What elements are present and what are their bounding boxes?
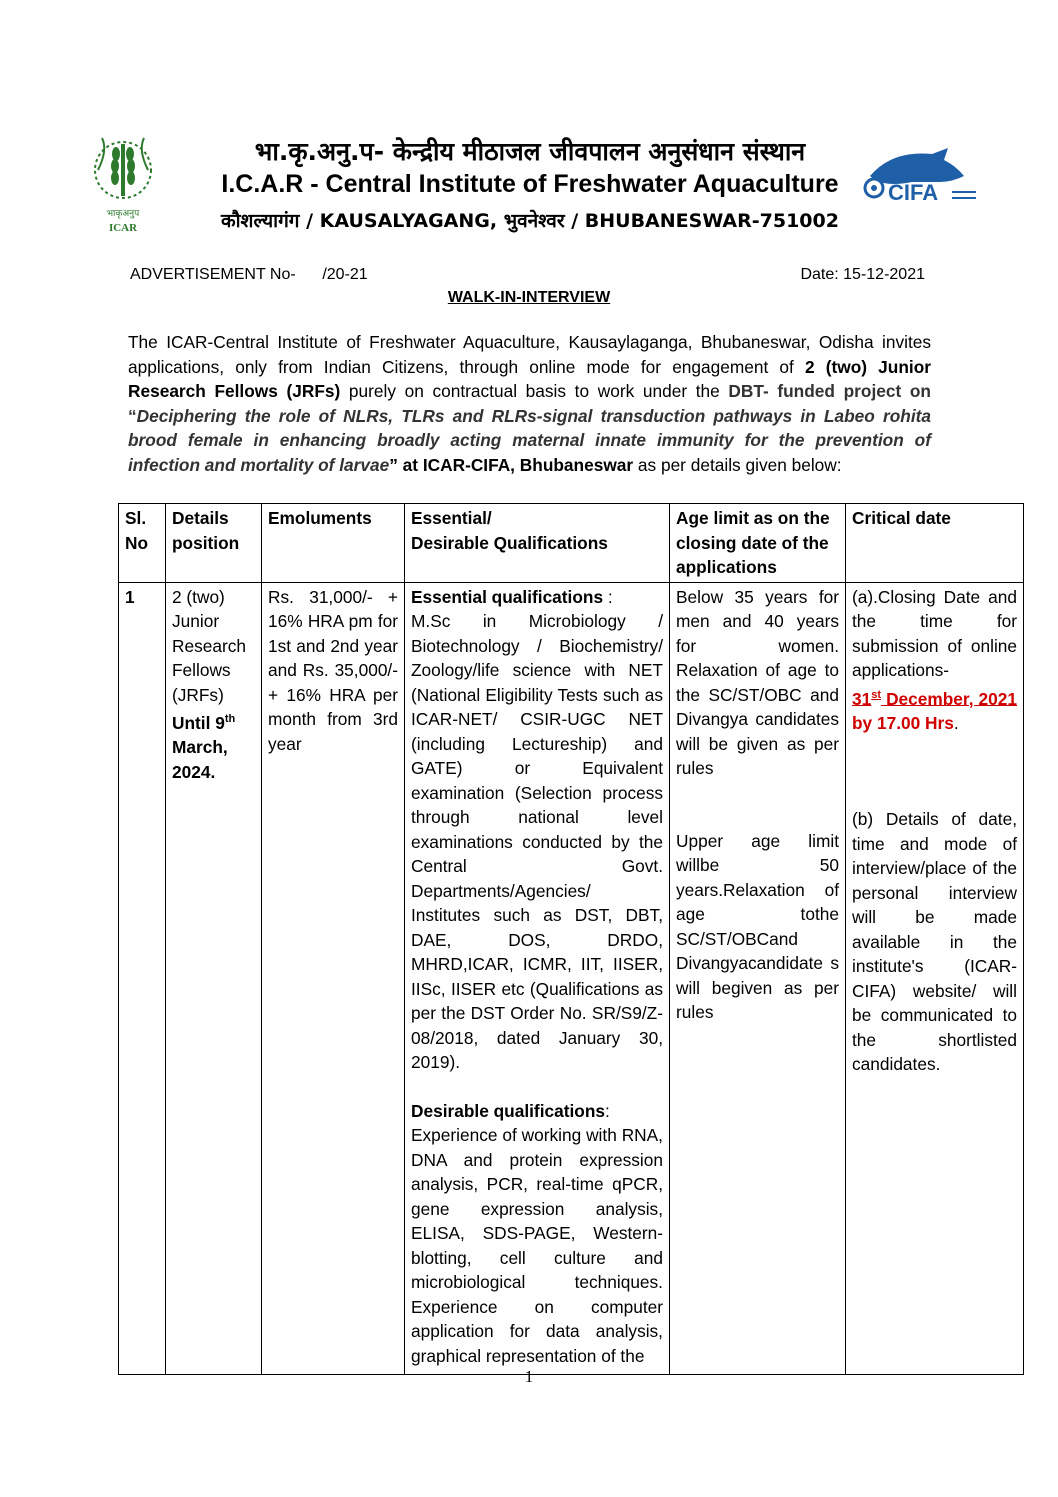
walk-in-heading: WALK-IN-INTERVIEW [447, 289, 611, 306]
intro-positions: 2 (two) Junior Research Fellows (JRFs) [128, 356, 931, 402]
cell-critical-date [846, 582, 1024, 1374]
svg-text:CIFA: CIFA [888, 180, 939, 205]
project-title: Deciphering the role of NLRs, TLRs and RLRs-signal transduction pathways in Labeo rohita brood female in enhancing broadly acting maternal innate immunity for the prevention of infection and mortality of larvae [128, 405, 931, 475]
essential-colon: : [603, 586, 613, 607]
closing-dot: . [953, 712, 959, 733]
closing-date-text: (a).Closing Date and the time for submission of online applications- [852, 586, 1017, 680]
cell-age-limit [670, 582, 846, 1374]
details-until: Until 9 [172, 712, 225, 733]
age-limit-text: Below 35 years for men and 40 years for women. Relaxation of age to the SC/ST/OBC and Divangya candidates will be given as per rules [676, 586, 839, 778]
upper-age-limit-text: Upper age limit willbe 50 years.Relaxation of age tothe SC/ST/OBCand Divangyacandidate s will begiven as per rules [676, 830, 839, 1022]
closing-month-year: December, 2021 [881, 688, 1017, 709]
cell-sl: 1 [119, 582, 166, 1374]
institute-address: कौशल्यागंग / KAUSALYAGANG, भुवनेश्वर / BHUBANESWAR-751002 [221, 210, 839, 232]
closing-day: 31 [852, 688, 872, 709]
col-header-qualifications [405, 504, 670, 583]
interview-details-text: (b) Details of date, time and mode of interview/place of the personal interview will be made available in the institute's (ICAR-CIFA) website/ will be communicated to the shortlisted candidates. [852, 809, 1017, 1075]
desirable-label: Desirable qualifications [411, 1100, 605, 1121]
essential-text: M.Sc in Microbiology / Biotechnology / Biochemistry/ Zoology/life science with NET (National Eligibility Tests such as ICAR-NET/ CSIR-UGC NET (including Lectureship) and GATE) or Equivalent examination (Selection process through national level examinations conducted by the Central Govt. Departments/Agencies/ Institutes such as DST, DBT, DAE, DOS, DRDO, MHRD,ICAR, ICMR, IIT, IISER, IISc, IISER etc (Qualifications as per the DST Order No. SR/S9/Z-08/2018, dated January 30, 2019). [411, 611, 663, 1072]
intro-quote-close: ” [389, 454, 403, 475]
institute-hindi-title: भा.कृ.अनु.प- केन्द्रीय मीठाजल जीवपालन अनुसंधान संस्थान [254, 137, 806, 166]
intro-quote-open: “ [128, 405, 137, 426]
svg-text:भाकृअनुप: भाकृअनुप [106, 209, 140, 219]
icar-logo [88, 130, 158, 238]
intro-text-4: as per details given below: [633, 454, 842, 475]
table-row [119, 582, 1024, 1374]
cell-details [166, 582, 262, 1374]
details-end-date: March, 2024. [172, 737, 228, 782]
qual-header-2: Desirable Qualifications [411, 532, 608, 553]
position-details-table [118, 503, 1024, 1375]
desirable-text: Experience of working with RNA, DNA and protein expression analysis, PCR, real-time qPCR, gene expression analysis, ELISA, SDS-PAGE, Western-blotting, cell culture and microbiological techniques. Experience on computer application for data analysis, graphical representation of the [411, 1125, 663, 1366]
table-header-row [119, 504, 1024, 583]
intro-location: at ICAR-CIFA, Bhubaneswar [402, 454, 634, 475]
intro-paragraph [128, 330, 931, 478]
qual-header-1: Essential/ [411, 508, 492, 528]
intro-text-1: The ICAR-Central Institute of Freshwater Aquaculture, Kausaylaganga, Bhubaneswar, Odisha invites applications, only from Indian Citizens, through online mode for engagement of [128, 332, 931, 377]
cifa-logo [852, 142, 980, 214]
col-header-emoluments: Emoluments [262, 504, 405, 583]
col-header-critical: Critical date [846, 504, 1024, 583]
essential-label: Essential qualifications [411, 586, 604, 607]
details-text: 2 (two) Junior Research Fellows (JRFs) [172, 586, 246, 705]
cell-emoluments: Rs. 31,000/- + 16% HRA pm for 1st and 2nd year and Rs. 35,000/-+ 16% HRA per month from 3rd year [262, 582, 405, 1374]
closing-time: by 17.00 Hrs [852, 712, 954, 733]
col-header-age: Age limit as on the closing date of the applications [670, 504, 846, 583]
col-header-sl: Sl. No [119, 504, 166, 583]
page-number: 1 [524, 1367, 534, 1386]
advertisement-date: Date: 15-12-2021 [800, 266, 925, 283]
details-sup: th [224, 713, 236, 725]
institute-english-title: I.C.A.R - Central Institute of Freshwater Aquaculture [221, 170, 839, 198]
desirable-colon: : [605, 1100, 610, 1121]
intro-funding: DBT- funded project on [728, 381, 931, 402]
cell-qualifications [405, 582, 670, 1374]
advertisement-number: ADVERTISEMENT No- /20-21 [130, 266, 368, 283]
intro-text-2: purely on contractual basis to work under the [340, 381, 729, 402]
svg-text:ICAR: ICAR [108, 222, 138, 234]
closing-day-sup: st [871, 688, 882, 701]
col-header-details: Details position [166, 504, 262, 583]
